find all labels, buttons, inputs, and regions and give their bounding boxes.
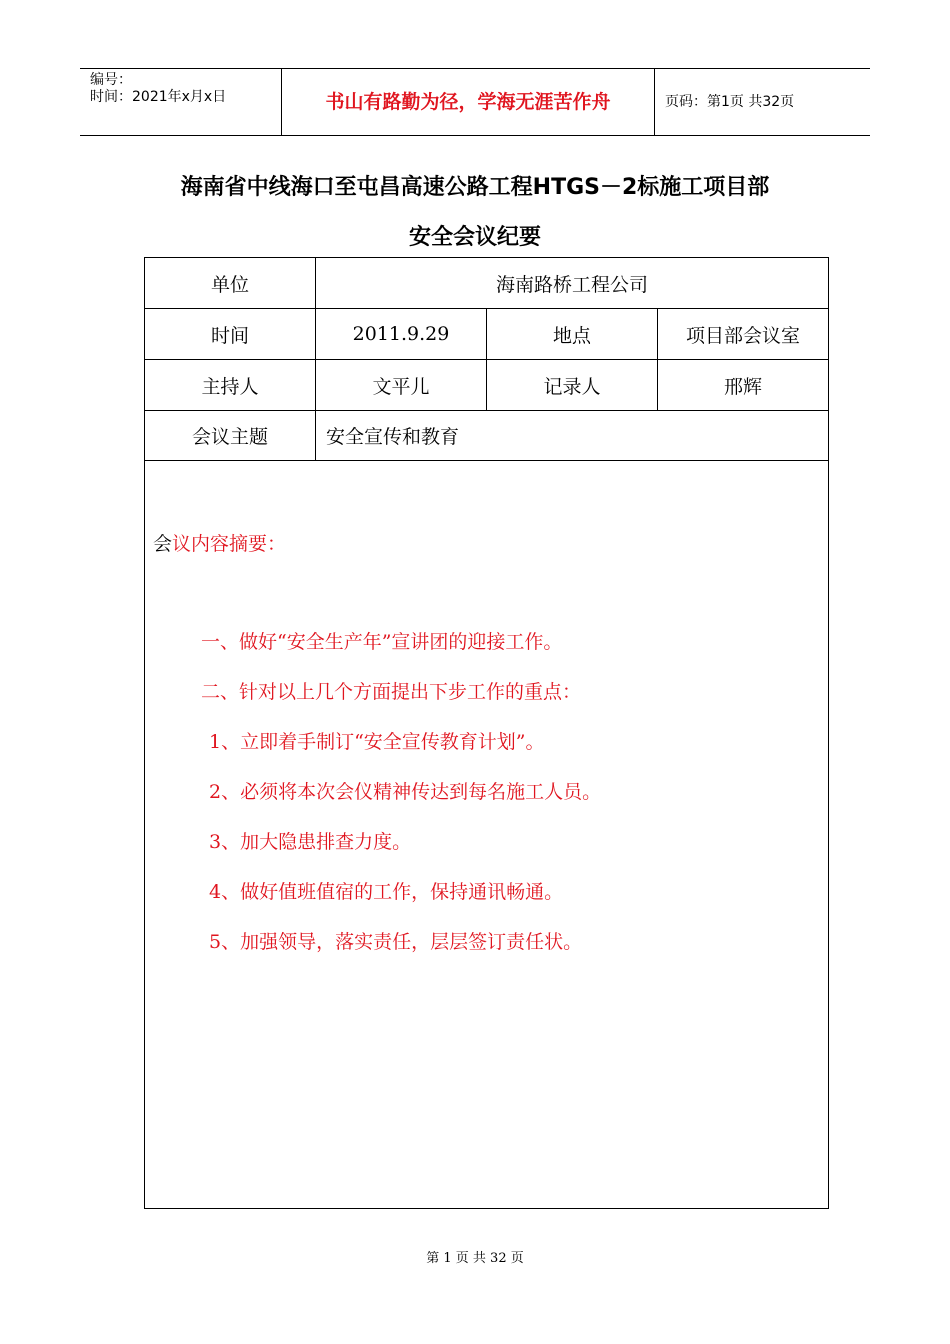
host-label: 主持人 xyxy=(145,360,316,410)
summary-heading xyxy=(153,529,286,556)
list-item: 5、加强领导，落实责任，层层签订责任状。 xyxy=(209,931,583,953)
time-value: 2011.9.29 xyxy=(316,309,487,359)
unit-label: 单位 xyxy=(145,258,316,308)
summary-heading-lead: 会 xyxy=(153,533,173,555)
unit-value: 海南路桥工程公司 xyxy=(495,273,648,296)
time-label: 时间 xyxy=(145,309,316,359)
list-item: 3、加大隐患排查力度。 xyxy=(209,831,412,853)
page-footer: 第 1 页 共 32 页 xyxy=(426,1251,524,1266)
header-meta xyxy=(80,69,282,135)
host-value: 文平儿 xyxy=(316,360,487,410)
list-item: 1、立即着手制订“安全宣传教育计划”。 xyxy=(209,731,545,753)
document-subtitle: 安全会议纪要 xyxy=(408,225,541,250)
date-label: 时间：2021年x月x日 xyxy=(90,89,227,105)
table-row-time-place xyxy=(145,309,828,360)
place-value: 项目部会议室 xyxy=(685,324,800,347)
topic-label: 会议主题 xyxy=(145,411,316,460)
meeting-content xyxy=(145,461,828,1208)
list-item: 2、必须将本次会仪精神传达到每名施工人员。 xyxy=(209,781,602,803)
list-item: 一、做好“安全生产年”宣讲团的迎接工作。 xyxy=(201,631,563,653)
table-row-host-recorder xyxy=(145,360,828,411)
header-motto: 书山有路勤为径，学海无涯苦作舟 xyxy=(282,69,655,135)
table-row-unit xyxy=(145,258,828,309)
document-title: 海南省中线海口至屯昌高速公路工程HTGS－2标施工项目部 xyxy=(180,175,770,200)
document-header xyxy=(80,68,870,136)
recorder-label: 记录人 xyxy=(487,360,658,410)
topic-value: 安全宣传和教育 xyxy=(326,426,460,448)
header-page-info: 页码：第1页 共32页 xyxy=(665,94,795,110)
recorder-value: 邢辉 xyxy=(723,375,762,398)
serial-number-label: 编号： xyxy=(90,72,132,88)
summary-heading-rest: 议内容摘要： xyxy=(172,533,287,555)
table-row-topic xyxy=(145,411,828,461)
place-label: 地点 xyxy=(487,309,658,359)
list-item: 二、针对以上几个方面提出下步工作的重点： xyxy=(201,681,582,703)
list-item: 4、做好值班值宿的工作，保持通讯畅通。 xyxy=(209,881,564,903)
meeting-minutes-table xyxy=(144,257,829,1209)
